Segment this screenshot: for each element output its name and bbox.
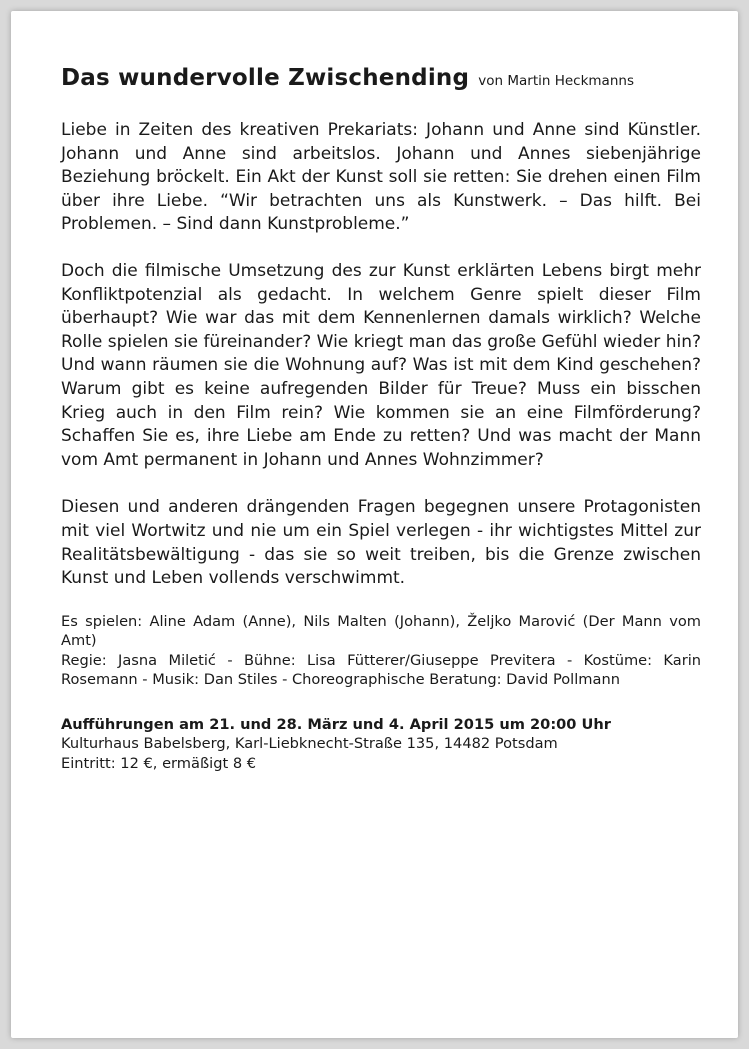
flyer-content (61, 61, 701, 773)
crew-credits: Regie: Jasna Miletić - Bühne: Lisa Fütterer/Giuseppe Previtera - Kostüme: Karin Rosemann - Musik: Dan Stiles - Choreographische Beratung: David Pollmann (61, 651, 701, 689)
synopsis-paragraph-3: Diesen und anderen drängenden Fragen begegnen unsere Protagonisten mit viel Wortwitz und nie um ein Spiel verlegen - ihr wichtigstes Mittel zur Realitätsbewältigung - das sie so weit treiben, bis die Grenze zwischen Kunst und Leben vollends verschwimmt. (61, 497, 701, 589)
flyer-page (11, 11, 738, 1038)
play-author: von Martin Heckmanns (478, 73, 634, 89)
synopsis-paragraph-1: Liebe in Zeiten des kreativen Prekariats: Johann und Anne sind Künstler. Johann und Anne sind arbeitslos. Johann und Annes siebenjährige Beziehung bröckelt. Ein Akt der Kunst soll sie retten: Sie drehen einen Film über ihre Liebe. “Wir betrachten uns als Kunstwerk. – Das hilft. Bei Problemen. – Sind dann Kunstprobleme.” (61, 120, 701, 235)
title-line (61, 61, 701, 98)
performance-dates: Aufführungen am 21. und 28. März und 4. April 2015 um 20:00 Uhr (61, 715, 611, 733)
synopsis-paragraph-2: Doch die filmische Umsetzung des zur Kunst erklärten Lebens birgt mehr Konfliktpotenzial als gedacht. In welchem Genre spielt dieser Film überhaupt? Wie war das mit dem Kennenlernen damals wirklich? Welche Rolle spielen sie füreinander? Wie kriegt man das große Gefühl wieder hin? Und wann räumen sie die Wohnung auf? Was ist mit dem Kind geschehen? Warum gibt es keine aufregenden Bilder für Treue? Muss ein bisschen Krieg auch in den Film rein? Wie kommen sie an eine Filmförderung? Schaffen Sie es, ihre Liebe am Ende zu retten? Und was macht der Mann vom Amt permanent in Johann und Annes Wohnzimmer? (61, 260, 701, 470)
performance-info (61, 715, 701, 774)
play-title: Das wundervolle Zwischending (61, 65, 470, 91)
performance-venue: Kulturhaus Babelsberg, Karl-Liebknecht-Straße 135, 14482 Potsdam (61, 735, 558, 753)
performance-admission: Eintritt: 12 €, ermäßigt 8 € (61, 754, 257, 772)
cast-credits: Es spielen: Aline Adam (Anne), Nils Malten (Johann), Željko Marović (Der Mann vom Amt) (61, 612, 701, 650)
